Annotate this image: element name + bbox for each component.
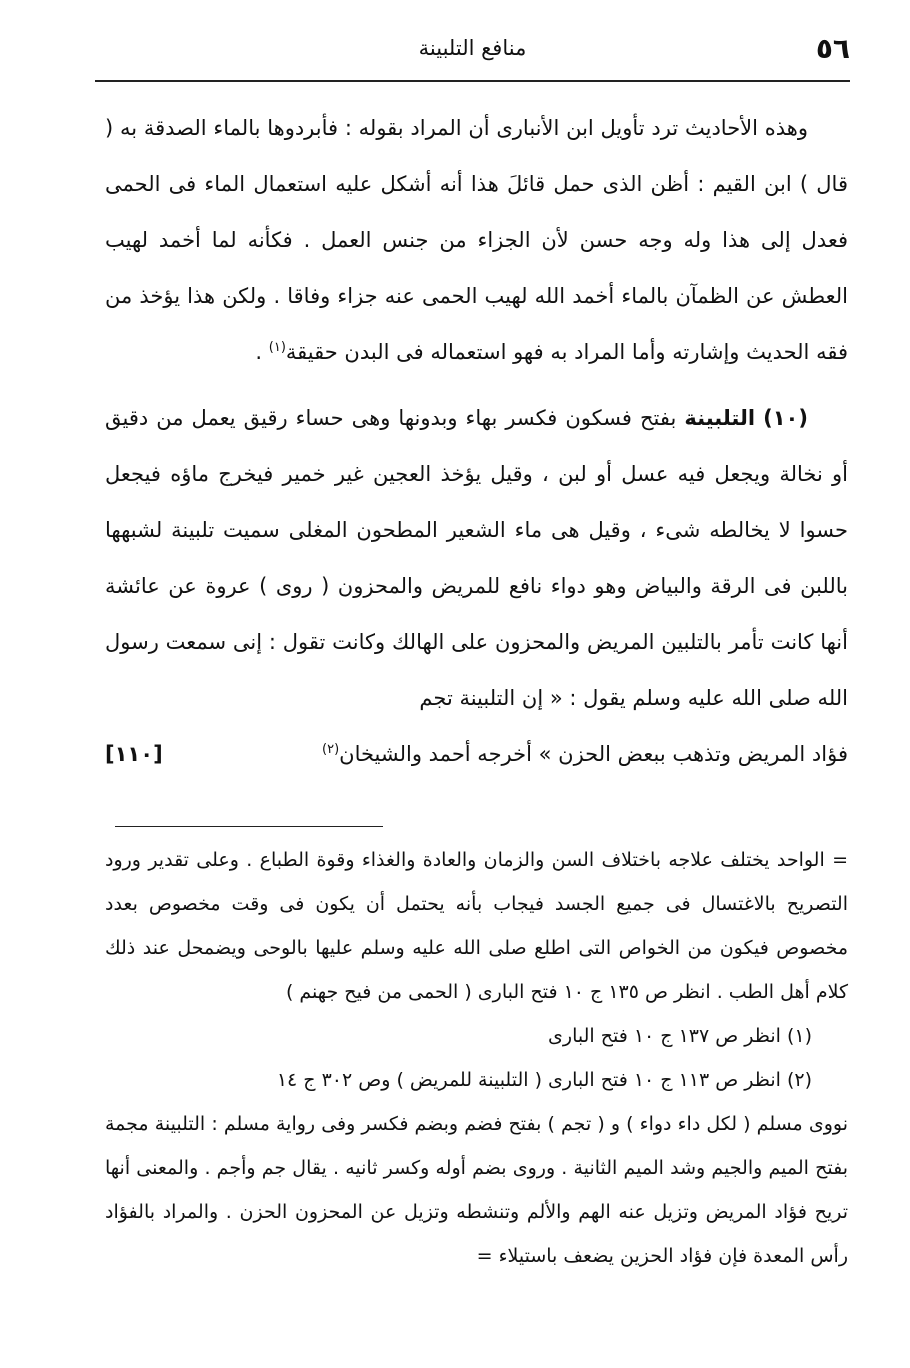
- running-title: منافع التلبينة: [418, 36, 527, 60]
- footnote-2: [105, 1058, 848, 1102]
- footnote-line: عن المحزون الحزن . والمراد بالفؤاد رأس المعدة فإن فؤاد الحزين يضعف باستيلاء =: [105, 1201, 848, 1267]
- header-rule: [95, 80, 850, 82]
- text-line: تلبينة لشبهها باللبن فى الرقة والبياض وهو دواء نافع للمريض والمحزون ( روى ): [105, 518, 848, 598]
- footnote-line: = الواحد يختلف علاجه باختلاف السن والزمان والعادة والغذاء وقوة الطباع . وعلى تقدير: [148, 849, 848, 871]
- footnote-line: نووى مسلم ( لكل داء دواء ) و ( تجم ) بفتح فضم وبضم فكسر وفى رواية مسلم :: [211, 1113, 848, 1135]
- page-number: ٥٦: [815, 32, 850, 65]
- footnote-line: التلبينة مجمة بفتح الميم والجيم وشد الميم الثانية . وروى بضم أوله وكسر ثانيه .: [105, 1113, 848, 1179]
- entry-number: (١٠): [763, 406, 808, 430]
- text-line: ماؤه فيجعل حسوا لا يخالطه شىء ، وقيل هى ماء الشعير المطحون المغلى سميت: [105, 462, 849, 542]
- footnote-ref-2: (٢): [322, 742, 340, 757]
- footnote-separator: [115, 826, 383, 827]
- hadith-reference-number: [١١٠]: [105, 742, 163, 766]
- text-line: الماء فى الحمى فعدل إلى هذا وله وجه حسن لأن الجزاء من جنس العمل . فكأنه: [105, 172, 848, 252]
- sentence-end: .: [255, 340, 263, 364]
- footnote-line: ورود التصريح بالاغتسال فى جميع الجسد فيجاب بأنه يحتمل أن يكون فى وقت مخصوص: [105, 849, 849, 915]
- footnote-line: يقال جم وأجم . والمعنى أنها تريح فؤاد المريض وتزيل عنه الهم والألم وتنشطه وتزيل: [105, 1157, 849, 1223]
- text-line: عروة عن عائشة أنها كانت تأمر بالتلبين المريض والمحزون على الهالك: [105, 574, 848, 654]
- paragraph-1: [105, 100, 848, 380]
- footnote-line: (٢) انظر ص ١١٣ ج ١٠ فتح البارى ( التلبينة للمريض ) وص ٣٠٢ ج ١٤: [276, 1069, 812, 1091]
- text-line: فؤاد المريض وتذهب ببعض الحزن » أخرجه أحمد والشيخان: [339, 742, 848, 766]
- text-line: لما أخمد لهيب العطش عن الظمآن بالماء أخمد الله لهيب الحمى عنه جزاء وفاقا .: [105, 228, 848, 308]
- text-line: وكانت تقول : إنى سمعت رسول الله صلى الله عليه وسلم يقول : « إن التلبينة تجم: [105, 630, 848, 710]
- text-line: بفتح فسكون فكسر بهاء وبدونها وهى حساء رقيق يعمل: [191, 406, 677, 430]
- entry-headword: التلبينة: [684, 406, 756, 430]
- text-line: الصدقة به ( قال ) ابن القيم : أظن الذى حمل قائلَ هذا أنه أشكل عليه استعمال: [105, 116, 848, 196]
- text-line: ولكن هذا يؤخذ من فقه الحديث وإشارته وأما المراد به فهو استعماله فى البدن: [105, 284, 848, 364]
- page-header: [95, 28, 850, 76]
- footnote-1: (١) انظر ص ١٣٧ ج ١٠ فتح البارى: [548, 1025, 812, 1047]
- last-line: [105, 726, 848, 782]
- footnote-line: من فيح جهنم ): [285, 981, 403, 1003]
- footnote-ref-1: (١): [268, 340, 286, 355]
- footnote-line: بعدد مخصوص فيكون من الخواص التى اطلع صلى الله عليه وسلم عليها بالوحى: [105, 893, 849, 959]
- text-line: من دقيق أو نخالة ويجعل فيه عسل أو لبن ، وقيل يؤخذ العجين غير خمير فيخرج: [105, 406, 848, 486]
- paragraph-2: [105, 390, 848, 726]
- text-line: حقيقة: [285, 340, 338, 364]
- footnote-line: ويضمحل عند ذلك كلام أهل الطب . انظر ص ١٣٥ ج ١٠ فتح البارى ( الحمى: [105, 937, 848, 1003]
- main-text: [105, 100, 848, 782]
- footnote-2-continued: [105, 1102, 848, 1278]
- footnote-continued: [105, 838, 848, 1014]
- text-line: وهذه الأحاديث ترد تأويل ابن الأنبارى أن المراد بقوله : فأبردوها بالماء: [213, 116, 808, 140]
- footnotes: [105, 838, 848, 1278]
